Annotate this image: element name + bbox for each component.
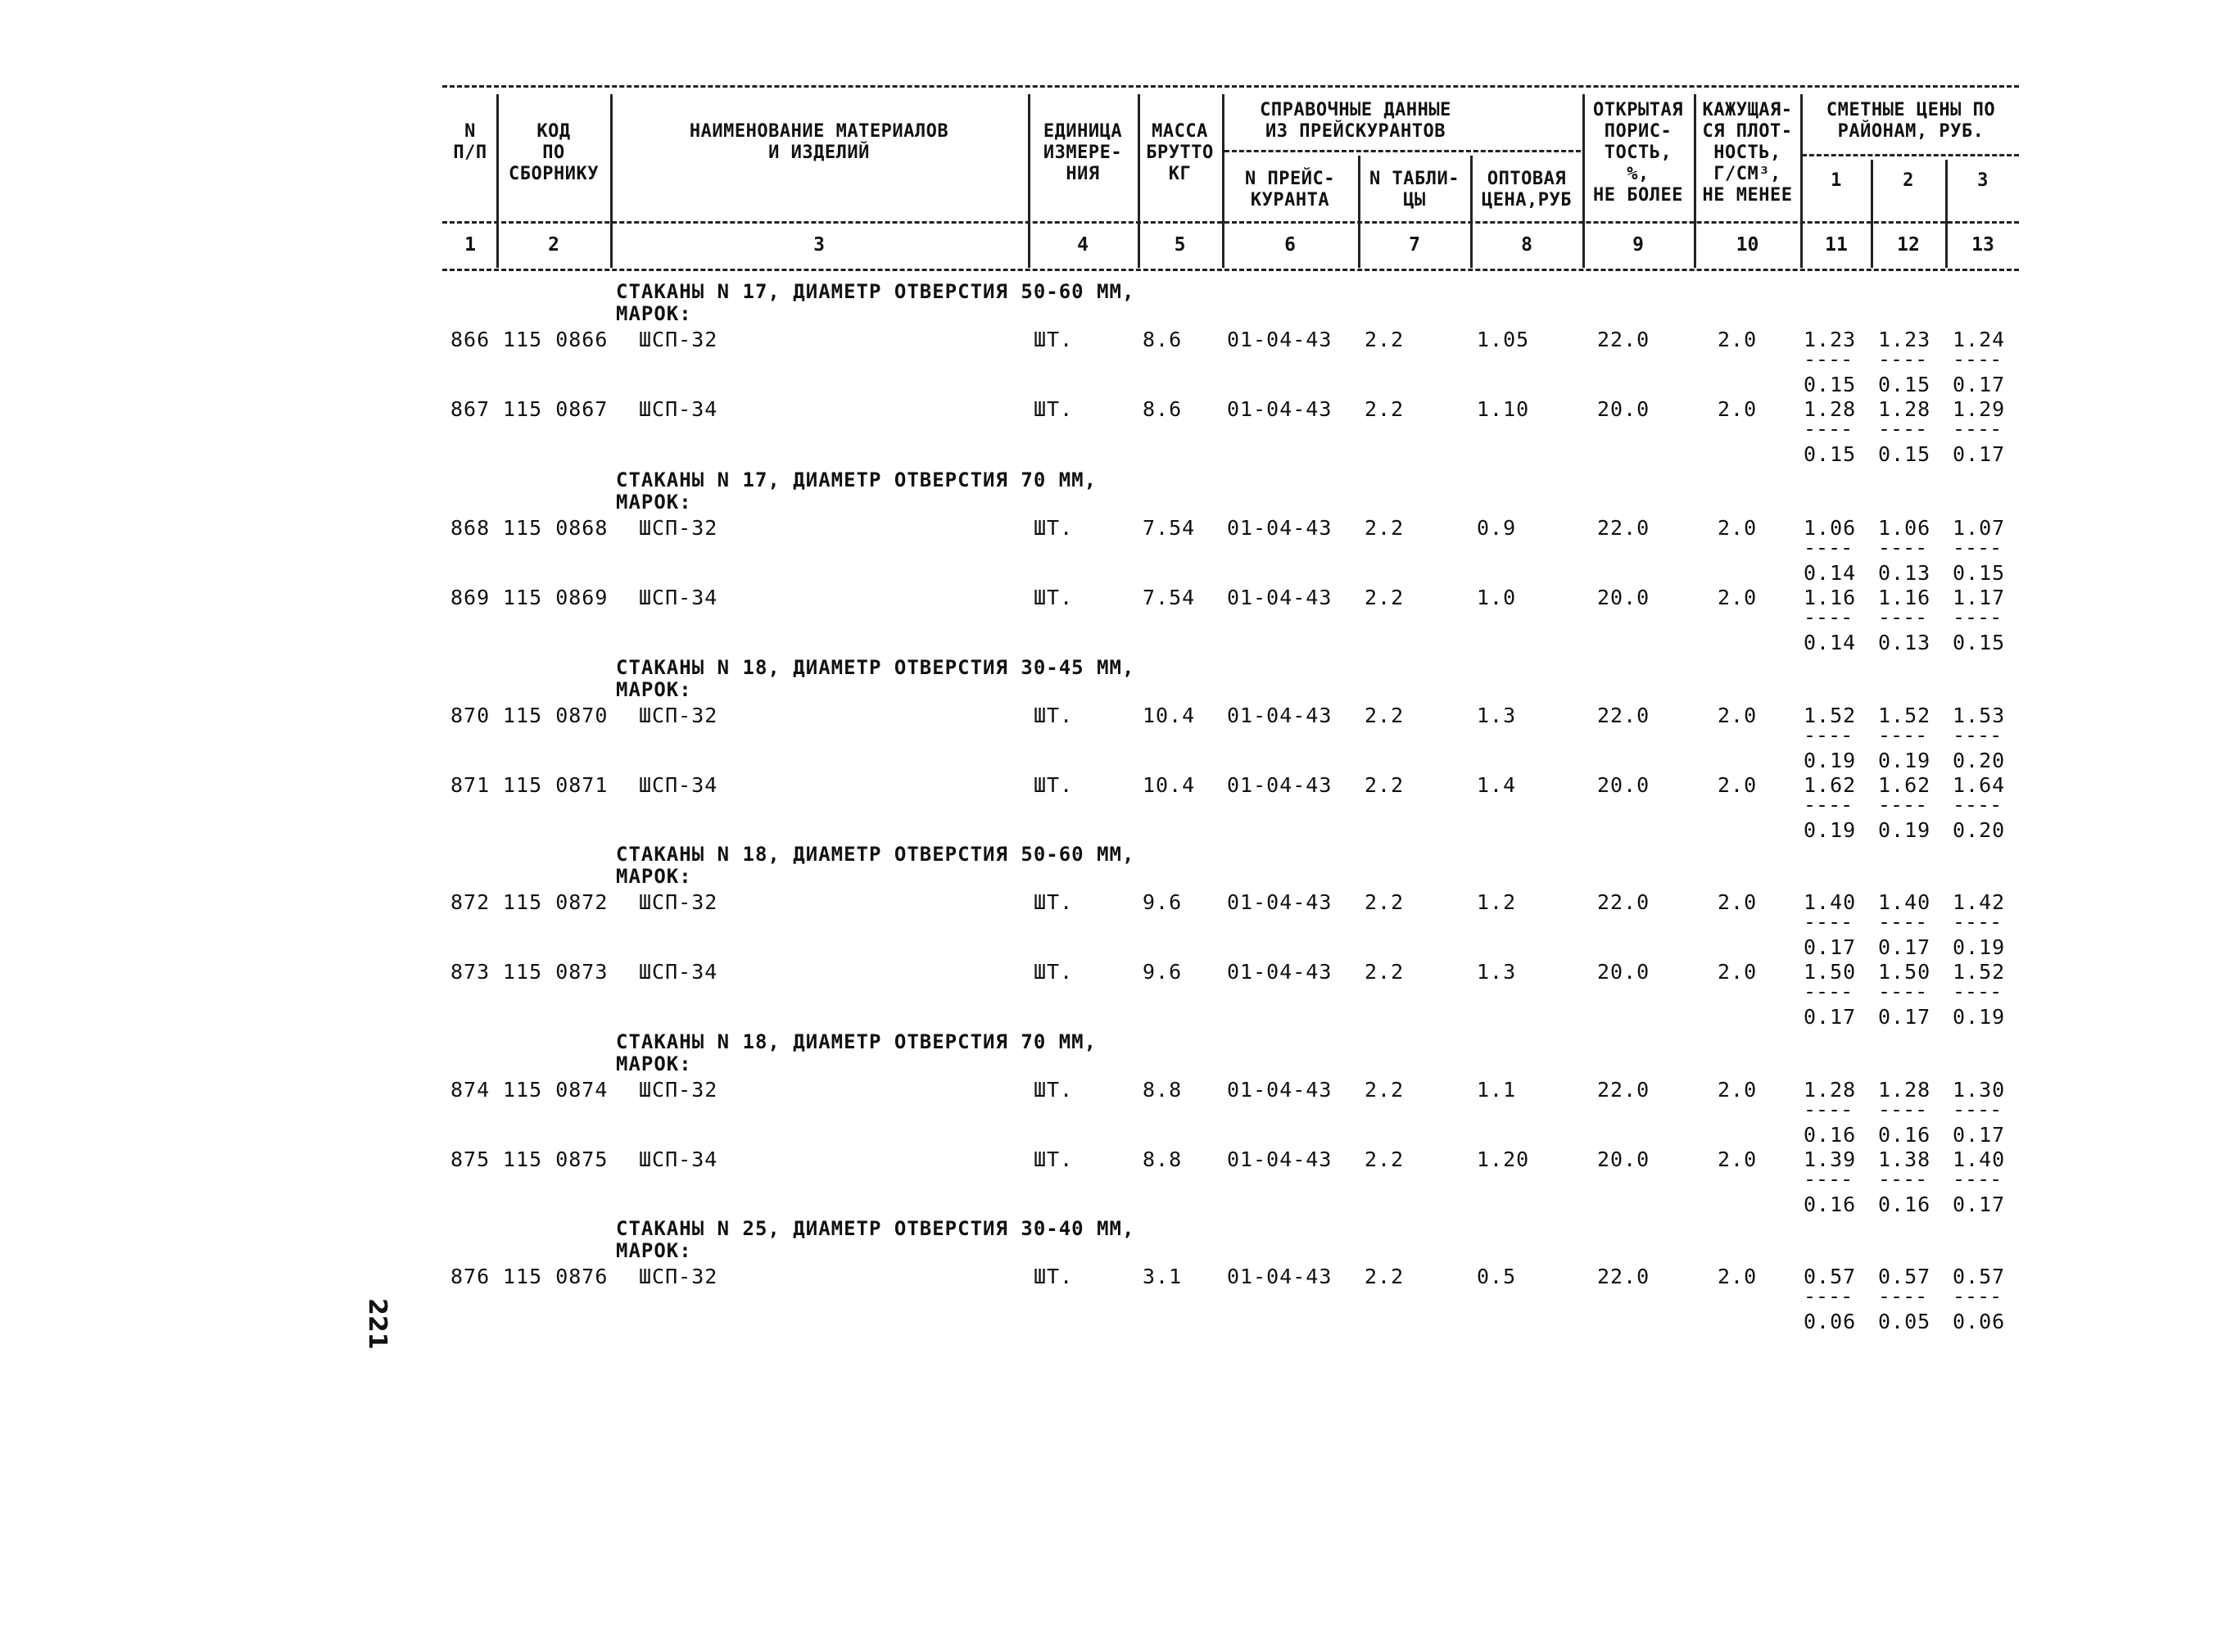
cell-unit: ШТ. [1034, 516, 1074, 540]
cell-name: ШСП-34 [639, 397, 718, 421]
cell-q2: 0.05 [1878, 1310, 1931, 1333]
cell-name: ШСП-32 [639, 1078, 718, 1102]
cell-code: 115 0873 [503, 960, 609, 984]
cell-q3: 0.06 [1953, 1310, 2006, 1333]
cell-mass: 9.6 [1143, 960, 1183, 984]
cell-p3: 0.57 [1953, 1265, 2006, 1288]
fraction-bar: ---- [1953, 980, 2003, 1003]
cell-p2: 1.23 [1878, 328, 1931, 351]
cell-p2: 1.62 [1878, 773, 1931, 797]
cell-code: 115 0867 [503, 397, 609, 421]
cell-q2: 0.15 [1878, 373, 1931, 396]
cell-porosity: 22.0 [1597, 890, 1650, 914]
cell-n: 873 [450, 960, 491, 984]
cell-density: 2.0 [1718, 586, 1758, 609]
cell-porosity: 20.0 [1597, 586, 1650, 609]
cell-porosity: 20.0 [1597, 1147, 1650, 1171]
cell-q1: 0.16 [1804, 1193, 1857, 1216]
cell-name: ШСП-32 [639, 328, 718, 351]
cell-p1: 1.52 [1804, 704, 1857, 727]
cell-q2: 0.15 [1878, 442, 1931, 466]
cell-q1: 0.15 [1804, 373, 1857, 396]
cell-q3: 0.15 [1953, 561, 2006, 585]
cell-table: 2.2 [1365, 704, 1405, 727]
col-number: 1 [464, 234, 476, 256]
cell-density: 2.0 [1718, 1147, 1758, 1171]
fraction-bar: ---- [1804, 1284, 1854, 1308]
header-col10: КАЖУЩАЯ- СЯ ПЛОТ- НОСТЬ, Г/СМ³, НЕ МЕНЕЕ [1702, 100, 1793, 206]
header-col8: ОПТОВАЯ ЦЕНА,РУБ [1482, 169, 1572, 210]
col-number: 4 [1077, 234, 1089, 256]
cell-density: 2.0 [1718, 1265, 1758, 1288]
cell-n: 868 [450, 516, 491, 540]
header-col7: N ТАБЛИ- ЦЫ [1369, 169, 1460, 210]
cell-wholesale: 0.9 [1477, 516, 1517, 540]
group-title: СТАКАНЫ N 17, ДИАМЕТР ОТВЕРСТИЯ 70 ММ, МАРОК: [616, 468, 1098, 514]
col-sep-1 [496, 94, 499, 268]
cell-p3: 1.53 [1953, 704, 2006, 727]
header-mid-rule [442, 221, 2019, 224]
cell-unit: ШТ. [1034, 960, 1074, 984]
cell-q1: 0.17 [1804, 1005, 1857, 1029]
header-col2: КОД ПО СБОРНИКУ [509, 121, 599, 184]
cell-density: 2.0 [1718, 516, 1758, 540]
cell-q3: 0.20 [1953, 818, 2006, 842]
cell-porosity: 20.0 [1597, 397, 1650, 421]
header-col5: МАССА БРУТТО КГ [1146, 121, 1214, 184]
cell-p1: 1.62 [1804, 773, 1857, 797]
cell-unit: ШТ. [1034, 586, 1074, 609]
cell-mass: 8.6 [1143, 328, 1183, 351]
cell-p3: 1.40 [1953, 1147, 2006, 1171]
cell-q2: 0.19 [1878, 818, 1931, 842]
cell-q1: 0.19 [1804, 749, 1857, 772]
cell-table: 2.2 [1365, 890, 1405, 914]
cell-p2: 1.38 [1878, 1147, 1931, 1171]
cell-pricelist: 01-04-43 [1227, 960, 1333, 984]
cell-q3: 0.20 [1953, 749, 2006, 772]
cell-wholesale: 1.4 [1477, 773, 1517, 797]
cell-p1: 1.28 [1804, 1078, 1857, 1102]
fraction-bar: ---- [1804, 910, 1854, 934]
fraction-bar: ---- [1953, 910, 2003, 934]
cell-table: 2.2 [1365, 328, 1405, 351]
cell-p3: 1.07 [1953, 516, 2006, 540]
cell-p3: 1.52 [1953, 960, 2006, 984]
cell-porosity: 22.0 [1597, 516, 1650, 540]
cell-name: ШСП-34 [639, 960, 718, 984]
col-number: 5 [1174, 234, 1186, 256]
group-title: СТАКАНЫ N 18, ДИАМЕТР ОТВЕРСТИЯ 70 ММ, МАРОК: [616, 1030, 1098, 1075]
cell-p3: 1.30 [1953, 1078, 2006, 1102]
fraction-bar: ---- [1878, 347, 1928, 371]
cell-q2: 0.13 [1878, 561, 1931, 585]
cell-q2: 0.17 [1878, 935, 1931, 959]
fraction-bar: ---- [1878, 723, 1928, 747]
header-price-group: СМЕТНЫЕ ЦЕНЫ ПО РАЙОНАМ, РУБ. [1826, 100, 1996, 142]
fraction-bar: ---- [1804, 347, 1854, 371]
cell-wholesale: 0.5 [1477, 1265, 1517, 1288]
cell-table: 2.2 [1365, 1078, 1405, 1102]
cell-p2: 0.57 [1878, 1265, 1931, 1288]
group-title: СТАКАНЫ N 17, ДИАМЕТР ОТВЕРСТИЯ 50-60 ММ, МАРОК: [616, 280, 1135, 325]
cell-wholesale: 1.2 [1477, 890, 1517, 914]
cell-mass: 10.4 [1143, 704, 1196, 727]
cell-wholesale: 1.3 [1477, 960, 1517, 984]
cell-q2: 0.13 [1878, 631, 1931, 654]
cell-porosity: 22.0 [1597, 328, 1650, 351]
cell-p2: 1.28 [1878, 1078, 1931, 1102]
header-col12: 2 [1903, 170, 1914, 191]
fraction-bar: ---- [1953, 417, 2003, 441]
fraction-bar: ---- [1953, 723, 2003, 747]
cell-p1: 1.16 [1804, 586, 1857, 609]
ref-group-rule [1224, 150, 1581, 152]
cell-p1: 0.57 [1804, 1265, 1857, 1288]
fraction-bar: ---- [1953, 793, 2003, 817]
header-col3: НАИМЕНОВАНИЕ МАТЕРИАЛОВ И ИЗДЕЛИЙ [689, 121, 949, 163]
price-group-rule [1802, 154, 2019, 156]
cell-code: 115 0875 [503, 1147, 609, 1171]
cell-p1: 1.28 [1804, 397, 1857, 421]
cell-code: 115 0869 [503, 586, 609, 609]
cell-porosity: 22.0 [1597, 704, 1650, 727]
col-number: 3 [813, 234, 825, 256]
cell-table: 2.2 [1365, 773, 1405, 797]
fraction-bar: ---- [1804, 793, 1854, 817]
cell-q2: 0.16 [1878, 1123, 1931, 1147]
cell-density: 2.0 [1718, 773, 1758, 797]
cell-mass: 8.8 [1143, 1078, 1183, 1102]
cell-code: 115 0866 [503, 328, 609, 351]
cell-name: ШСП-32 [639, 1265, 718, 1288]
fraction-bar: ---- [1953, 605, 2003, 629]
header-col9: ОТКРЫТАЯ ПОРИС- ТОСТЬ, %, НЕ БОЛЕЕ [1593, 100, 1683, 206]
fraction-bar: ---- [1953, 1167, 2003, 1191]
fraction-bar: ---- [1804, 536, 1854, 559]
cell-wholesale: 1.10 [1477, 397, 1530, 421]
group-title: СТАКАНЫ N 18, ДИАМЕТР ОТВЕРСТИЯ 30-45 ММ, МАРОК: [616, 656, 1135, 701]
cell-name: ШСП-32 [639, 704, 718, 727]
cell-name: ШСП-34 [639, 773, 718, 797]
fraction-bar: ---- [1953, 1098, 2003, 1121]
cell-wholesale: 1.1 [1477, 1078, 1517, 1102]
cell-pricelist: 01-04-43 [1227, 773, 1333, 797]
cell-density: 2.0 [1718, 890, 1758, 914]
cell-q1: 0.15 [1804, 442, 1857, 466]
cell-name: ШСП-32 [639, 890, 718, 914]
cell-wholesale: 1.05 [1477, 328, 1530, 351]
cell-q1: 0.16 [1804, 1123, 1857, 1147]
cell-pricelist: 01-04-43 [1227, 1078, 1333, 1102]
cell-density: 2.0 [1718, 704, 1758, 727]
cell-density: 2.0 [1718, 1078, 1758, 1102]
cell-porosity: 22.0 [1597, 1265, 1650, 1288]
cell-q3: 0.17 [1953, 1123, 2006, 1147]
header-top-rule [442, 85, 2019, 88]
col-sep-2 [610, 94, 613, 268]
group-title: СТАКАНЫ N 18, ДИАМЕТР ОТВЕРСТИЯ 50-60 ММ, МАРОК: [616, 843, 1135, 888]
cell-porosity: 22.0 [1597, 1078, 1650, 1102]
fraction-bar: ---- [1953, 536, 2003, 559]
cell-table: 2.2 [1365, 586, 1405, 609]
cell-porosity: 20.0 [1597, 960, 1650, 984]
cell-p3: 1.24 [1953, 328, 2006, 351]
cell-p3: 1.17 [1953, 586, 2006, 609]
group-title: СТАКАНЫ N 25, ДИАМЕТР ОТВЕРСТИЯ 30-40 ММ, МАРОК: [616, 1217, 1135, 1262]
cell-q1: 0.17 [1804, 935, 1857, 959]
cell-pricelist: 01-04-43 [1227, 328, 1333, 351]
cell-p3: 1.64 [1953, 773, 2006, 797]
cell-porosity: 20.0 [1597, 773, 1650, 797]
fraction-bar: ---- [1804, 1167, 1854, 1191]
header-col13: 3 [1977, 170, 1989, 191]
cell-q2: 0.16 [1878, 1193, 1931, 1216]
cell-p2: 1.06 [1878, 516, 1931, 540]
fraction-bar: ---- [1804, 417, 1854, 441]
cell-q3: 0.17 [1953, 1193, 2006, 1216]
cell-p1: 1.40 [1804, 890, 1857, 914]
header-col1: N П/П [453, 121, 487, 163]
cell-n: 867 [450, 397, 491, 421]
fraction-bar: ---- [1804, 605, 1854, 629]
cell-code: 115 0872 [503, 890, 609, 914]
cell-pricelist: 01-04-43 [1227, 890, 1333, 914]
header-col6: N ПРЕЙС- КУРАНТА [1245, 169, 1335, 210]
cell-mass: 3.1 [1143, 1265, 1183, 1288]
cell-q1: 0.14 [1804, 631, 1857, 654]
cell-wholesale: 1.20 [1477, 1147, 1530, 1171]
cell-p2: 1.16 [1878, 586, 1931, 609]
cell-unit: ШТ. [1034, 773, 1074, 797]
cell-unit: ШТ. [1034, 890, 1074, 914]
cell-q1: 0.19 [1804, 818, 1857, 842]
cell-name: ШСП-34 [639, 586, 718, 609]
cell-mass: 8.6 [1143, 397, 1183, 421]
cell-name: ШСП-32 [639, 516, 718, 540]
cell-q1: 0.14 [1804, 561, 1857, 585]
cell-q3: 0.19 [1953, 935, 2006, 959]
cell-code: 115 0868 [503, 516, 609, 540]
cell-pricelist: 01-04-43 [1227, 1265, 1333, 1288]
col-number: 10 [1736, 234, 1759, 256]
fraction-bar: ---- [1804, 723, 1854, 747]
cell-p1: 1.39 [1804, 1147, 1857, 1171]
fraction-bar: ---- [1878, 1098, 1928, 1121]
cell-n: 871 [450, 773, 491, 797]
fraction-bar: ---- [1804, 980, 1854, 1003]
cell-n: 869 [450, 586, 491, 609]
cell-pricelist: 01-04-43 [1227, 704, 1333, 727]
cell-code: 115 0871 [503, 773, 609, 797]
cell-n: 870 [450, 704, 491, 727]
fraction-bar: ---- [1953, 1284, 2003, 1308]
cell-unit: ШТ. [1034, 328, 1074, 351]
fraction-bar: ---- [1878, 1167, 1928, 1191]
cell-n: 875 [450, 1147, 491, 1171]
fraction-bar: ---- [1878, 793, 1928, 817]
fraction-bar: ---- [1878, 417, 1928, 441]
cell-n: 874 [450, 1078, 491, 1102]
header-col11: 1 [1831, 170, 1842, 191]
cell-mass: 10.4 [1143, 773, 1196, 797]
cell-code: 115 0870 [503, 704, 609, 727]
cell-pricelist: 01-04-43 [1227, 1147, 1333, 1171]
cell-table: 2.2 [1365, 1265, 1405, 1288]
cell-mass: 7.54 [1143, 516, 1196, 540]
cell-q2: 0.19 [1878, 749, 1931, 772]
cell-code: 115 0876 [503, 1265, 609, 1288]
cell-mass: 7.54 [1143, 586, 1196, 609]
col-number: 8 [1521, 234, 1532, 256]
cell-n: 872 [450, 890, 491, 914]
col-number: 12 [1897, 234, 1920, 256]
cell-code: 115 0874 [503, 1078, 609, 1102]
cell-p2: 1.50 [1878, 960, 1931, 984]
col-number: 9 [1632, 234, 1644, 256]
cell-pricelist: 01-04-43 [1227, 586, 1333, 609]
fraction-bar: ---- [1878, 536, 1928, 559]
fraction-bar: ---- [1804, 1098, 1854, 1121]
cell-table: 2.2 [1365, 1147, 1405, 1171]
cell-q1: 0.06 [1804, 1310, 1857, 1333]
cell-unit: ШТ. [1034, 1265, 1074, 1288]
cell-density: 2.0 [1718, 960, 1758, 984]
fraction-bar: ---- [1878, 605, 1928, 629]
cell-p2: 1.52 [1878, 704, 1931, 727]
cell-n: 876 [450, 1265, 491, 1288]
col-number: 2 [548, 234, 559, 256]
cell-mass: 8.8 [1143, 1147, 1183, 1171]
cell-p2: 1.28 [1878, 397, 1931, 421]
cell-wholesale: 1.3 [1477, 704, 1517, 727]
cell-q3: 0.15 [1953, 631, 2006, 654]
cell-p3: 1.42 [1953, 890, 2006, 914]
cell-q3: 0.19 [1953, 1005, 2006, 1029]
cell-unit: ШТ. [1034, 704, 1074, 727]
header-ref-group: СПРАВОЧНЫЕ ДАННЫЕ ИЗ ПРЕЙСКУРАНТОВ [1260, 100, 1451, 142]
page-number: 221 [363, 1298, 392, 1350]
fraction-bar: ---- [1878, 910, 1928, 934]
cell-pricelist: 01-04-43 [1227, 397, 1333, 421]
fraction-bar: ---- [1878, 980, 1928, 1003]
header-col4: ЕДИНИЦА ИЗМЕРЕ- НИЯ [1043, 121, 1123, 184]
col-number: 11 [1825, 234, 1848, 256]
cell-q3: 0.17 [1953, 442, 2006, 466]
cell-p2: 1.40 [1878, 890, 1931, 914]
cell-p3: 1.29 [1953, 397, 2006, 421]
cell-density: 2.0 [1718, 328, 1758, 351]
cell-wholesale: 1.0 [1477, 586, 1517, 609]
cell-p1: 1.50 [1804, 960, 1857, 984]
header-bottom-rule [442, 269, 2019, 271]
cell-table: 2.2 [1365, 960, 1405, 984]
cell-unit: ШТ. [1034, 1147, 1074, 1171]
col-number: 7 [1409, 234, 1420, 256]
cell-p1: 1.06 [1804, 516, 1857, 540]
fraction-bar: ---- [1878, 1284, 1928, 1308]
cell-q2: 0.17 [1878, 1005, 1931, 1029]
cell-q3: 0.17 [1953, 373, 2006, 396]
cell-table: 2.2 [1365, 516, 1405, 540]
fraction-bar: ---- [1953, 347, 2003, 371]
col-number: 13 [1971, 234, 1994, 256]
cell-n: 866 [450, 328, 491, 351]
cell-mass: 9.6 [1143, 890, 1183, 914]
cell-pricelist: 01-04-43 [1227, 516, 1333, 540]
cell-name: ШСП-34 [639, 1147, 718, 1171]
cell-p1: 1.23 [1804, 328, 1857, 351]
cell-unit: ШТ. [1034, 397, 1074, 421]
cell-unit: ШТ. [1034, 1078, 1074, 1102]
cell-density: 2.0 [1718, 397, 1758, 421]
cell-table: 2.2 [1365, 397, 1405, 421]
col-number: 6 [1284, 234, 1296, 256]
